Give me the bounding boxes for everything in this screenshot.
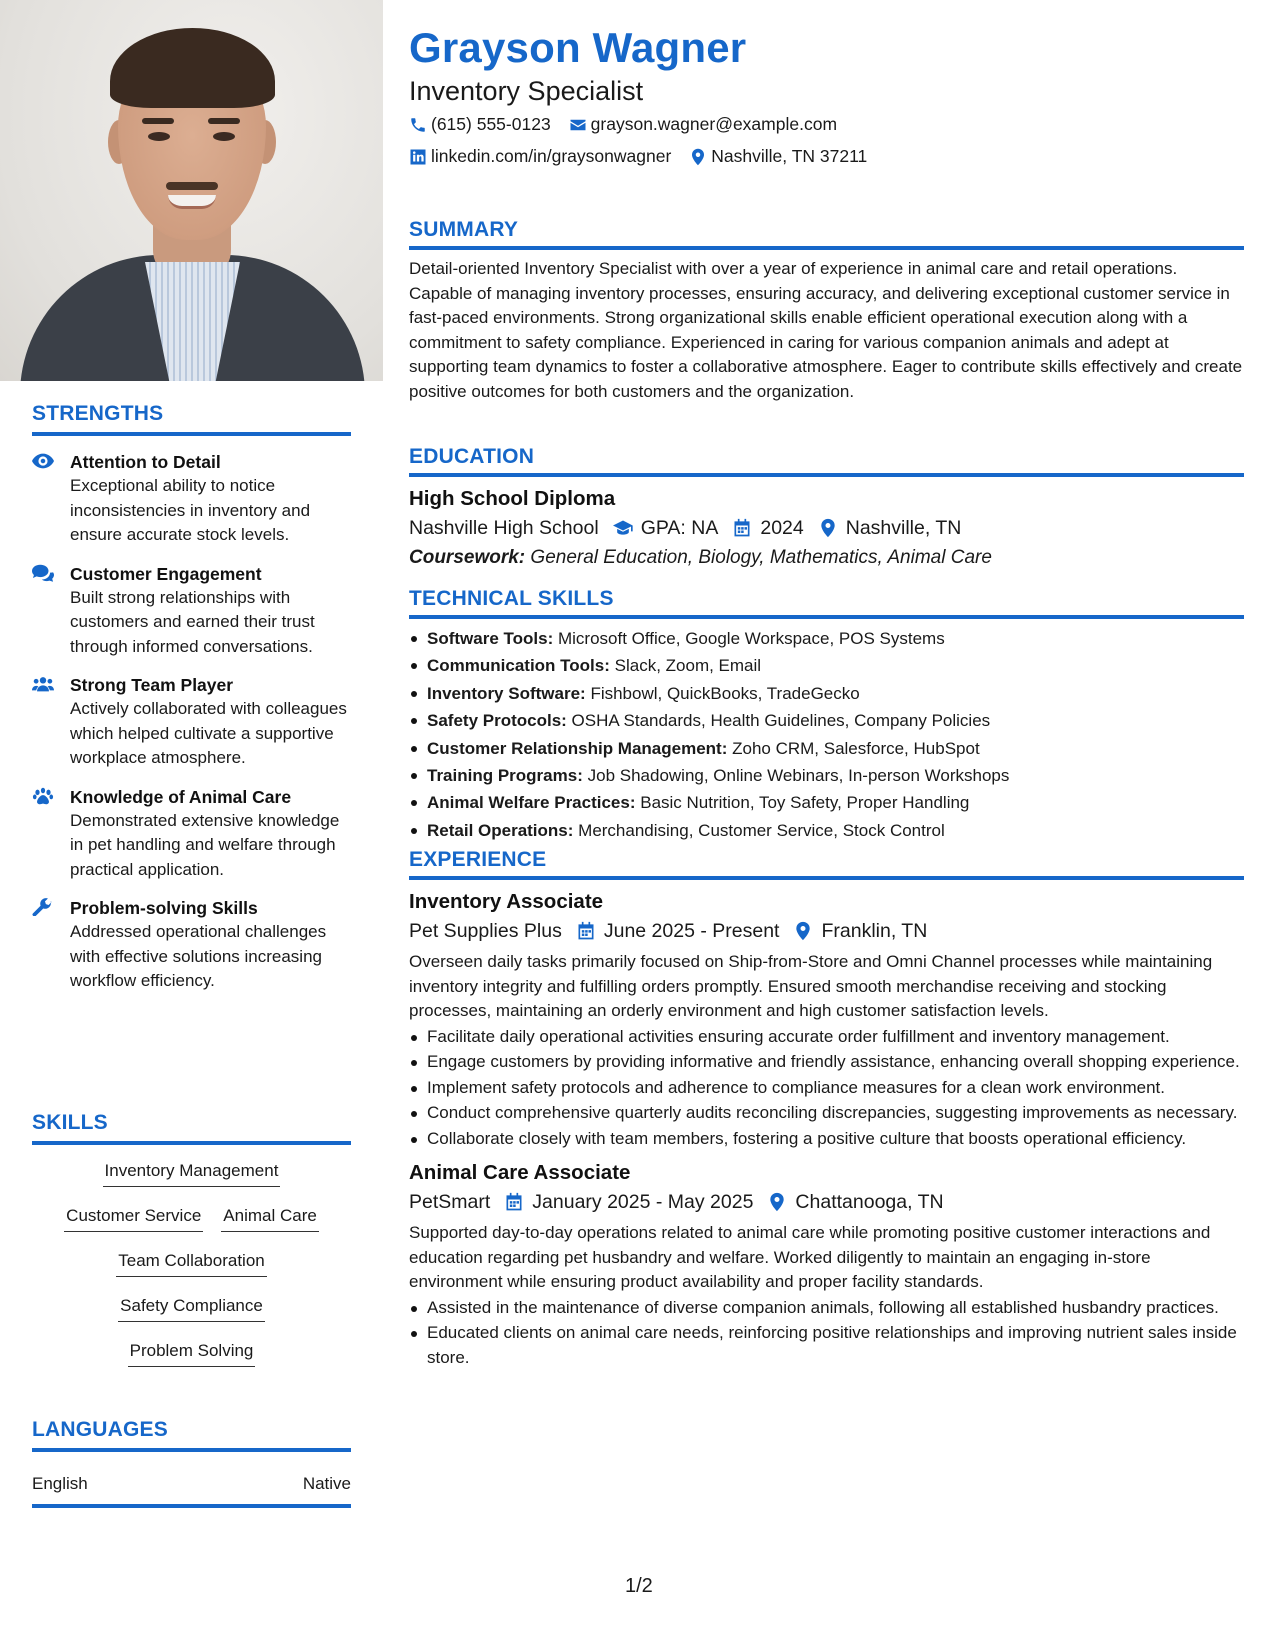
skills-section — [32, 1111, 351, 1384]
list-item: Customer Relationship Management: Zoho CRM, Salesforce, HubSpot — [409, 735, 1244, 762]
phone-icon — [409, 116, 427, 134]
list-item: Safety Protocols: OSHA Standards, Health Guidelines, Company Policies — [409, 707, 1244, 734]
profile-photo — [0, 0, 383, 381]
languages-section — [32, 1418, 351, 1508]
strength-desc: Addressed operational challenges with effective solutions increasing workflow efficiency. — [70, 922, 327, 990]
linkedin-item[interactable] — [409, 146, 671, 167]
list-item: Conduct comprehensive quarterly audits reconciling discrepancies, suggesting improvements as necessary. — [409, 1101, 1244, 1126]
strength-title: Attention to Detail — [70, 452, 221, 472]
map-pin-icon — [818, 518, 838, 538]
strength-title: Customer Engagement — [70, 563, 262, 584]
coursework-list: General Education, Biology, Mathematics, Animal Care — [530, 547, 992, 568]
job-bullets — [409, 1296, 1244, 1371]
eye-icon — [32, 450, 70, 548]
strength-item — [32, 562, 351, 660]
list-item: Retail Operations: Merchandising, Customer Service, Stock Control — [409, 817, 1244, 844]
gpa-text: GPA: NA — [640, 517, 719, 539]
company-name: PetSmart — [409, 1191, 491, 1213]
candidate-role: Inventory Specialist — [409, 76, 644, 106]
coursework — [409, 543, 1244, 573]
strength-item — [32, 785, 351, 883]
calendar-icon — [504, 1192, 524, 1212]
education-heading: EDUCATION — [409, 445, 1244, 477]
school-location: Nashville, TN — [845, 517, 962, 539]
comments-icon — [32, 562, 70, 660]
strengths-heading: STRENGTHS — [32, 402, 351, 436]
strength-desc: Built strong relationships with customers and earned their trust through informed conversations. — [70, 587, 315, 656]
calendar-icon — [576, 921, 596, 941]
paw-icon — [32, 785, 70, 883]
technical-skills-heading: TECHNICAL SKILLS — [409, 587, 1244, 619]
education-section — [409, 445, 1244, 573]
job-entry — [409, 888, 1244, 1151]
degree-title: High School Diploma — [409, 487, 616, 510]
language-name: English — [32, 1474, 88, 1493]
strengths-section — [32, 402, 351, 994]
strength-title: Knowledge of Animal Care — [70, 786, 292, 807]
skill-tag: Inventory Management — [103, 1159, 281, 1187]
job-title: Animal Care Associate — [409, 1161, 631, 1184]
job-entry — [409, 1159, 1244, 1370]
page-number: 1/2 — [625, 1575, 653, 1597]
summary-section — [409, 218, 1244, 404]
list-item: Facilitate daily operational activities ensuring accurate order fulfillment and inventory management. — [409, 1025, 1244, 1050]
languages-heading: LANGUAGES — [32, 1418, 351, 1452]
technical-skills-list — [409, 625, 1244, 844]
list-item: Educated clients on animal care needs, reinforcing positive relationships and improving nutrient sales inside store. — [409, 1321, 1244, 1370]
contact-row — [409, 114, 855, 135]
strength-item — [32, 450, 351, 548]
skills-heading: SKILLS — [32, 1111, 351, 1145]
calendar-icon — [732, 518, 752, 538]
experience-heading: EXPERIENCE — [409, 848, 1244, 880]
graduation-cap-icon — [613, 518, 633, 538]
wrench-icon — [32, 896, 70, 994]
linkedin-icon — [409, 148, 427, 166]
strength-desc: Exceptional ability to notice inconsistencies in inventory and ensure accurate stock levels. — [70, 476, 311, 544]
map-pin-icon — [689, 148, 707, 166]
sidebar — [0, 0, 383, 1650]
job-location: Franklin, TN — [821, 920, 928, 942]
skill-tag: Problem Solving — [128, 1339, 256, 1367]
education-meta — [409, 513, 1244, 543]
skill-tag: Customer Service — [64, 1204, 203, 1232]
graduation-year: 2024 — [760, 517, 804, 539]
strength-item — [32, 673, 351, 771]
list-item: Assisted in the maintenance of diverse companion animals, following all established husbandry practices. — [409, 1296, 1244, 1321]
skill-tag: Safety Compliance — [118, 1294, 265, 1322]
list-item: Engage customers by providing informative and friendly assistance, enhancing overall shopping experience. — [409, 1050, 1244, 1075]
candidate-name: Grayson Wagner — [409, 24, 747, 71]
job-dates: June 2025 - Present — [603, 920, 780, 942]
job-dates: January 2025 - May 2025 — [532, 1191, 754, 1213]
skill-tag: Animal Care — [221, 1204, 319, 1232]
job-summary: Overseen daily tasks primarily focused on Ship-from-Store and Omni Channel processes while maintaining inventory integrity and fulfilling orders promptly. Ensured smooth merchandise receiving and stocking processes, maintaining an orderly environment and high customer satisfaction levels. — [409, 952, 1213, 1020]
summary-text: Detail-oriented Inventory Specialist with over a year of experience in animal care and retail operations. Capable of managing inventory processes, ensuring accuracy, and delivering exceptional customer service in fast-paced environments. Strong organizational skills enable efficient operational execution along with a commitment to safety compliance. Experienced in caring for various companion animals and adept at supporting team dynamics to foster a collaborative atmosphere. Eager to contribute skills effectively and create positive outcomes for both customers and the organization. — [409, 259, 1243, 401]
phone-item[interactable] — [409, 114, 551, 135]
language-level: Native — [302, 1474, 351, 1493]
school-name: Nashville High School — [409, 517, 599, 539]
job-title: Inventory Associate — [409, 890, 604, 913]
list-item: Software Tools: Microsoft Office, Google Workspace, POS Systems — [409, 625, 1244, 652]
map-pin-icon — [793, 921, 813, 941]
job-meta — [409, 916, 1244, 946]
language-row — [32, 1474, 351, 1508]
email-item[interactable] — [569, 114, 837, 135]
phone-text: (615) 555-0123 — [431, 114, 551, 134]
job-location: Chattanooga, TN — [795, 1191, 944, 1213]
users-icon — [32, 673, 70, 771]
list-item: Training Programs: Job Shadowing, Online Webinars, In-person Workshops — [409, 762, 1244, 789]
strength-item — [32, 896, 351, 994]
company-name: Pet Supplies Plus — [409, 920, 562, 942]
linkedin-text: linkedin.com/in/graysonwagner — [431, 146, 672, 166]
email-text: grayson.wagner@example.com — [590, 114, 838, 134]
job-summary: Supported day-to-day operations related to animal care while promoting positive customer interactions and education regarding pet husbandry and welfare. Worked diligently to maintain an engaging in-store environment while ensuring product availability and proper facility standards. — [409, 1223, 1211, 1291]
list-item: Collaborate closely with team members, fostering a positive culture that boosts operational efficiency. — [409, 1127, 1244, 1152]
contact-row — [409, 146, 885, 167]
location-text: Nashville, TN 37211 — [711, 146, 868, 166]
list-item: Communication Tools: Slack, Zoom, Email — [409, 652, 1244, 679]
strength-desc: Demonstrated extensive knowledge in pet handling and welfare through practical application. — [70, 810, 340, 879]
coursework-label: Coursework: — [409, 547, 526, 568]
experience-section — [409, 848, 1244, 1371]
list-item: Implement safety protocols and adherence to compliance measures for a clean work environment. — [409, 1076, 1244, 1101]
strength-title: Problem-solving Skills — [70, 898, 258, 918]
job-meta — [409, 1187, 1244, 1217]
skill-tag: Team Collaboration — [116, 1249, 266, 1277]
summary-heading: SUMMARY — [409, 218, 1244, 250]
list-item: Animal Welfare Practices: Basic Nutrition, Toy Safety, Proper Handling — [409, 789, 1244, 816]
map-pin-icon — [767, 1192, 787, 1212]
technical-skills-section — [409, 587, 1244, 844]
list-item: Inventory Software: Fishbowl, QuickBooks, TradeGecko — [409, 680, 1244, 707]
location-item — [689, 146, 867, 167]
job-bullets — [409, 1025, 1244, 1152]
strength-desc: Actively collaborated with colleagues which helped cultivate a supportive workplace atmosphere. — [70, 699, 347, 767]
envelope-icon — [569, 116, 587, 134]
strength-title: Strong Team Player — [70, 675, 234, 695]
